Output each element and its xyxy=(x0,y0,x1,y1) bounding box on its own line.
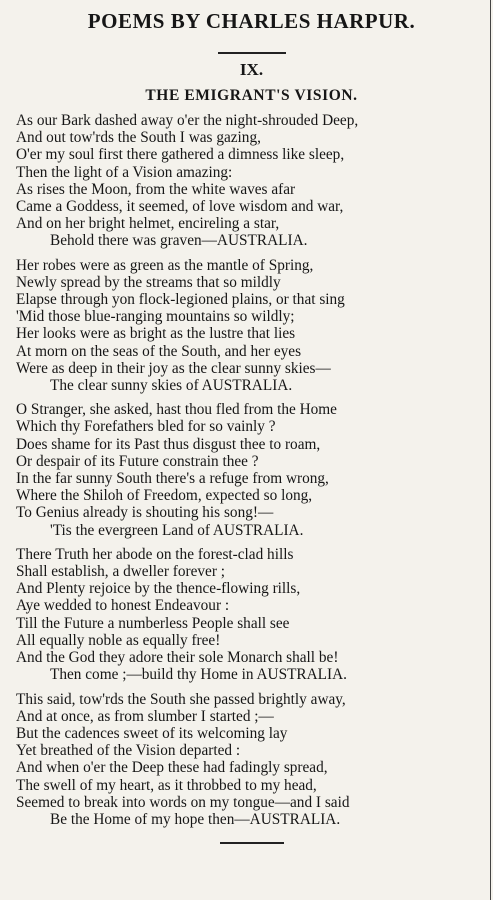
poem-line: At morn on the seas of the South, and her eyes xyxy=(16,342,302,360)
poem-line: Does shame for its Past thus disgust thee to roam, xyxy=(16,435,321,453)
page-heading: POEMS BY CHARLES HARPUR. xyxy=(87,9,416,33)
poem-refrain: Behold there was graven—AUSTRALIA. xyxy=(50,232,308,250)
poem-line: As our Bark dashed away o'er the night-shrouded Deep, xyxy=(16,112,359,129)
poem-line: In the far sunny South there's a refuge from wrong, xyxy=(16,470,329,488)
poem-line: O Stranger, she asked, hast thou fled from the Home xyxy=(16,401,337,419)
stanza-4 xyxy=(16,546,487,684)
poem-line: Her robes were as green as the mantle of Spring, xyxy=(16,256,314,274)
poem-refrain: The clear sunny skies of AUSTRALIA. xyxy=(50,377,293,395)
poem-line: As rises the Moon, from the white waves afar xyxy=(16,180,296,198)
stanza-3 xyxy=(16,401,487,539)
poem-line: Elapse through yon flock-legioned plains, or that sing xyxy=(16,291,345,309)
poem-number: IX. xyxy=(239,60,264,79)
stanza-2 xyxy=(16,257,487,395)
poem-line: To Genius already is shouting his song!— xyxy=(16,504,274,522)
poem-line: Aye wedded to honest Endeavour : xyxy=(16,597,230,615)
poem-line: And at once, as from slumber I started ;— xyxy=(16,707,274,725)
poem-line: Came a Goddess, it seemed, of love wisdom and war, xyxy=(16,198,344,216)
poem-line: And the God they adore their sole Monarch shall be! xyxy=(16,649,339,667)
poem-line: 'Mid those blue-ranging mountains so wildly; xyxy=(16,308,295,326)
stanza-5 xyxy=(16,691,487,829)
footer-rule xyxy=(220,842,284,844)
poem-line: Seemed to break into words on my tongue—and I said xyxy=(16,793,350,811)
poem-refrain: Be the Home of my hope then—AUSTRALIA. xyxy=(50,810,341,828)
poem-line: Newly spread by the streams that so mildly xyxy=(16,273,281,291)
poem-line: And when o'er the Deep these had fadingly spread, xyxy=(16,759,328,777)
column-divider xyxy=(490,0,491,900)
poem-line: Or despair of its Future constrain thee ? xyxy=(16,452,259,470)
poem-line: And on her bright helmet, encireling a star, xyxy=(16,215,280,233)
poem-line: Where the Shiloh of Freedom, expected so long, xyxy=(16,487,313,505)
poem-line: Shall establish, a dweller forever ; xyxy=(16,563,225,581)
poem-line: Yet breathed of the Vision departed : xyxy=(16,742,241,760)
poem-line: And Plenty rejoice by the thence-flowing rills, xyxy=(16,580,301,598)
poem-line: Which thy Forefathers bled for so vainly ? xyxy=(16,418,276,436)
poem-line: There Truth her abode on the forest-clad hills xyxy=(16,545,294,563)
poem-line: But the cadences sweet of its welcoming lay xyxy=(16,724,288,742)
poem-line: O'er my soul first there gathered a dimness like sleep, xyxy=(16,146,345,164)
poem-refrain: 'Tis the evergreen Land of AUSTRALIA. xyxy=(50,521,304,539)
poem-line: And out tow'rds the South I was gazing, xyxy=(16,129,261,147)
poem-line: Were as deep in their joy as the clear sunny skies— xyxy=(16,359,331,377)
header-rule xyxy=(218,52,286,54)
poem-line: Till the Future a numberless People shall see xyxy=(16,614,290,632)
poem-line: The swell of my heart, as it throbbed to my head, xyxy=(16,776,317,794)
poem-title: THE EMIGRANT'S VISION. xyxy=(145,87,358,104)
poem-line: Then the light of a Vision amazing: xyxy=(16,163,233,181)
poem-refrain: Then come ;—build thy Home in AUSTRALIA. xyxy=(50,666,347,684)
stanza-1 xyxy=(16,112,487,250)
poem-line: All equally noble as equally free! xyxy=(16,631,221,649)
poem-line: Her looks were as bright as the lustre that lies xyxy=(16,325,296,343)
poem-line: This said, tow'rds the South she passed brightly away, xyxy=(16,690,346,708)
